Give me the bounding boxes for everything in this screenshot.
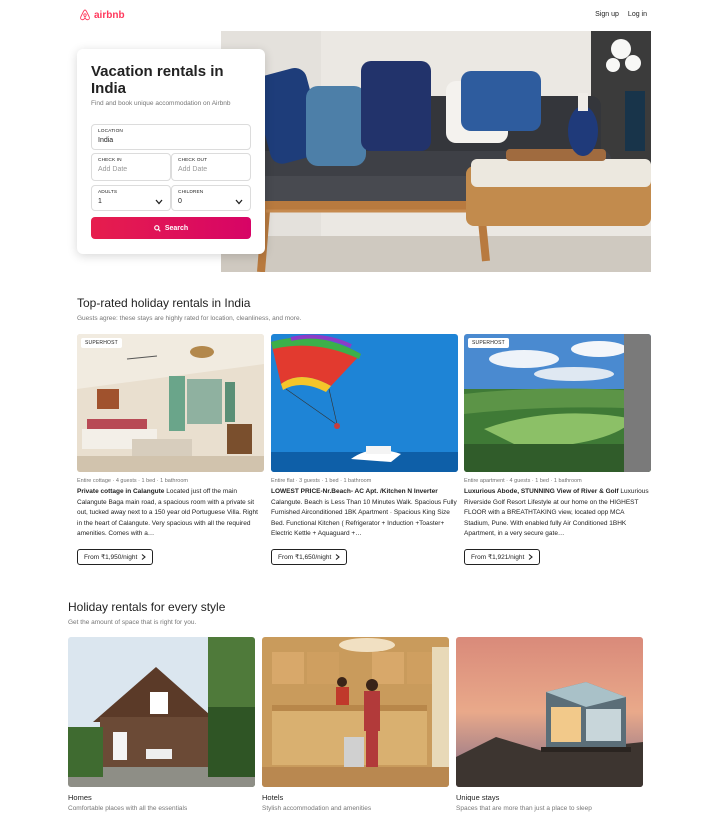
listing-photo-parasail[interactable] <box>271 334 458 472</box>
price-button[interactable] <box>271 549 347 565</box>
listing-description <box>77 487 264 539</box>
listing-description <box>271 487 458 539</box>
children-label: CHILDREN <box>178 190 204 195</box>
listing-photo-golf-view[interactable] <box>464 334 651 472</box>
hero-image-living-room <box>221 31 651 272</box>
adults-label: ADULTS <box>98 190 118 195</box>
auth-nav <box>595 11 647 18</box>
style-name: Unique stays <box>456 793 500 802</box>
hero-title: Vacation rentals in India <box>91 63 224 97</box>
check-in-field[interactable] <box>91 153 171 181</box>
listing-name[interactable]: LOWEST PRICE-Nr.Beach- AC Apt. /Kitchen N Inverter <box>271 488 438 495</box>
chevron-down-icon <box>155 199 163 205</box>
style-card-hotels[interactable] <box>262 637 449 812</box>
listing-photo-cottage[interactable] <box>77 334 264 472</box>
adults-value: 1 <box>98 198 102 205</box>
location-label: LOCATION <box>98 129 123 134</box>
search-icon <box>154 225 161 232</box>
styles-title: Holiday rentals for every style <box>68 600 226 614</box>
style-name: Homes <box>68 793 92 802</box>
listing-card[interactable] <box>271 334 458 565</box>
unique-stays-photo[interactable] <box>456 637 643 787</box>
search-card <box>77 49 265 254</box>
listing-desc-text: Calangute. Beach is Less Than 10 Minutes Walk. Spacious Fully Furnished Airconditioned 1BK Apartment · Spacious King Size Bed. Functional Kitchen ( Refrigerator + Induction +Toaster+ Electric Kettle + Aquaguard +… <box>271 498 457 537</box>
chevron-right-icon <box>335 554 340 560</box>
hero-subtitle: Find and book unique accommodation on Airbnb <box>91 100 231 107</box>
homes-photo[interactable] <box>68 637 255 787</box>
listing-meta: Entire cottage · 4 guests · 1 bed · 1 bathroom <box>77 478 188 484</box>
price-label: From ₹1,950/night <box>84 554 138 561</box>
styles-subtitle: Get the amount of space that is right for you. <box>68 619 197 626</box>
chevron-down-icon <box>235 199 243 205</box>
price-label: From ₹1,650/night <box>278 554 332 561</box>
location-value[interactable]: India <box>98 137 114 144</box>
top-rated-title: Top-rated holiday rentals in India <box>77 296 251 310</box>
style-subtitle: Spaces that are more than just a place to sleep <box>456 805 592 812</box>
style-subtitle: Stylish accommodation and amenities <box>262 805 372 812</box>
search-button[interactable] <box>91 217 251 239</box>
log-in-link[interactable]: Log in <box>627 11 647 18</box>
listing-meta: Entire flat · 3 guests · 1 bed · 1 bathroom <box>271 478 372 484</box>
superhost-badge: SUPERHOST <box>81 338 122 348</box>
superhost-badge: SUPERHOST <box>468 338 509 348</box>
price-button[interactable] <box>77 549 153 565</box>
chevron-right-icon <box>528 554 533 560</box>
top-nav <box>0 0 721 32</box>
children-select[interactable] <box>171 185 251 211</box>
check-in-placeholder[interactable]: Add Date <box>98 166 128 173</box>
listing-card[interactable] <box>77 334 264 565</box>
listing-name[interactable]: Luxurious Abode, STUNNING View of River & Golf <box>464 488 619 495</box>
brand-name: airbnb <box>94 9 125 21</box>
style-subtitle: Comfortable places with all the essentials <box>68 805 188 812</box>
hotels-photo[interactable] <box>262 637 449 787</box>
check-out-placeholder[interactable]: Add Date <box>178 166 208 173</box>
price-button[interactable] <box>464 549 540 565</box>
style-name: Hotels <box>262 793 284 802</box>
listing-desc-text: Luxurious Riverside Golf Resort Lifestyle at our home on the HIGHEST FLOOR with a BREATHTAKING view, located opp MCA Stadium, Pune. With enabled fully Air Conditioned 1BHK Apartment, in a very secure gate… <box>464 488 649 537</box>
price-label: From ₹1,921/night <box>471 554 525 561</box>
chevron-right-icon <box>141 554 146 560</box>
listing-description <box>464 487 651 539</box>
style-card-unique-stays[interactable] <box>456 637 643 812</box>
listing-desc-text: Located just off the main Calangute Baga main road, a spacious room with a private sit out, tucked away next to a 150 year old Portuguese Villa. Right in the heart of Calangute. Very spacious with all the required amenities. Comes with a… <box>77 488 258 537</box>
check-in-label: CHECK IN <box>98 158 122 163</box>
location-field[interactable] <box>91 124 251 150</box>
children-value: 0 <box>178 198 182 205</box>
listing-name[interactable]: Private cottage in Calangute <box>77 488 165 495</box>
listing-meta: Entire apartment · 4 guests · 1 bed · 1 bathroom <box>464 478 582 484</box>
airbnb-logo-icon <box>79 9 91 21</box>
adults-select[interactable] <box>91 185 171 211</box>
top-rated-subtitle: Guests agree: these stays are highly rated for location, cleanliness, and more. <box>77 315 302 322</box>
airbnb-logo[interactable] <box>79 9 125 21</box>
search-button-label: Search <box>164 224 189 232</box>
style-card-homes[interactable] <box>68 637 255 812</box>
check-out-field[interactable] <box>171 153 251 181</box>
sign-up-link[interactable]: Sign up <box>595 11 619 18</box>
listing-card[interactable] <box>464 334 651 565</box>
check-out-label: CHECK OUT <box>178 158 208 163</box>
